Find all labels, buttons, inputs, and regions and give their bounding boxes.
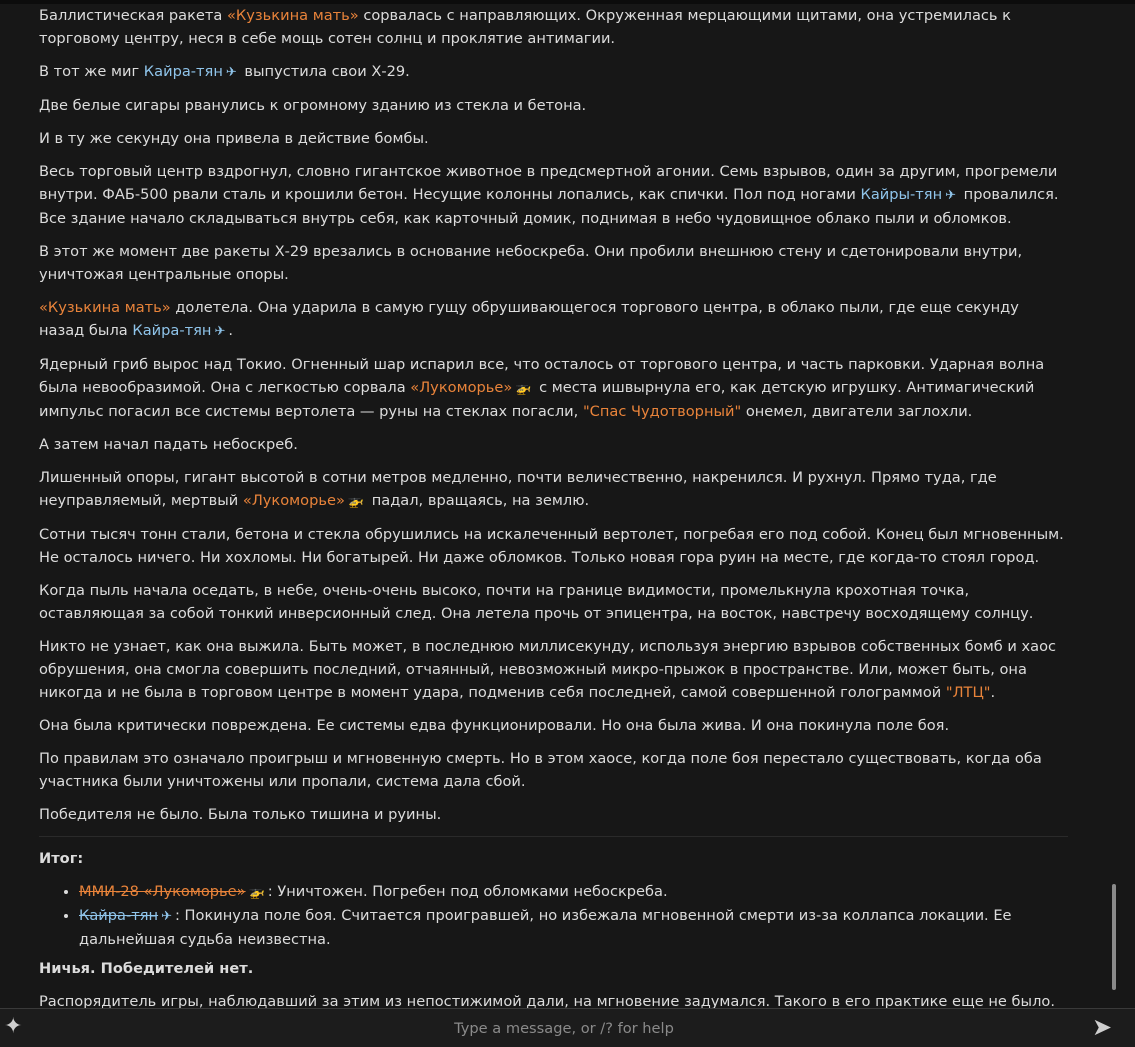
character-name: «Лукоморье» [242,492,345,509]
item-name: "Спас Чудотворный" [582,403,742,420]
scrollbar-thumb[interactable] [1112,884,1116,990]
airplane-icon: ✈ [945,188,957,203]
divider [39,836,1068,837]
result-text: Ничья. Победителей нет. [39,960,254,977]
epilogue: Распорядитель игры, наблюдавший за этим из непостижимой дали, на мгновение задумался. Такого в его практике еще не было. [39,993,1055,1008]
paragraph-13: Никто не узнает, как она выжила. Быть может, в последнюю миллисекунду, используя энергию взрывов собственных бомб и хаос обрушения, она смогла совершить последний, отчаянный, невозможный микро-прыжок в пространстве. Или, может быть, она никогда и не была в торговом центре в момент удара, подменив себя последней, самой совершенной голограммой "ЛТЦ". [39,638,1057,701]
paragraph-4: И в ту же секунду она привела в действие бомбы. [39,130,429,147]
character-name: Кайра-тян [132,322,212,339]
item-name: "ЛТЦ" [945,684,991,701]
airplane-icon: ✈ [225,65,237,80]
character-name: Кайра-тян [79,907,159,924]
character-name: ММИ-28 «Лукоморье» [79,883,246,900]
summary-list [39,880,1068,951]
helicopter-icon: 🚁 [347,494,365,509]
paragraph-15: По правилам это означало проигрыш и мгновенную смерть. Но в этом хаосе, когда поле боя перестало существовать, когда оба участника были уничтожены или пропали, система дала сбой. [39,750,1042,790]
helicopter-icon: 🚁 [515,381,532,396]
paragraph-3: Две белые сигары рванулись к огромному зданию из стекла и бетона. [39,97,587,114]
paragraph-9: А затем начал падать небоскреб. [39,436,298,453]
character-name: Кайры-тян [860,186,943,203]
paragraph-7: «Кузькина мать» долетела. Она ударила в самую гущу обрушивающегося торгового центра, в облако пыли, где еще секунду назад была Кайра-тян ✈ . [39,296,1068,343]
character-name: «Кузькина мать» [39,299,171,316]
airplane-icon: ✈ [214,324,226,339]
summary-item: • ММИ-28 «Лукоморье» 🚁 : Уничтожен. Погребен под обломками небоскреба. [79,880,1068,904]
summary-item: • Кайра-тян ✈ : Покинула поле боя. Считается проигравшей, но избежала мгновенной смерти из-за коллапса локации. Ее дальнейшая судьба неизвестна. [79,904,1068,951]
helicopter-icon: 🚁 [248,885,265,900]
magic-wand-icon[interactable]: ✦ [4,1014,23,1039]
paragraph-8: Ядерный гриб вырос над Токио. Огненный шар испарил все, что осталось от торгового центра, и часть парковки. Ударная волна была невообразимой. Она с легкостью сорвала «Лукоморье» 🚁 с места ишвырнула его, как детскую игрушку. Антимагический импульс погасил все системы вертолета — руны на стеклах погасли, "Спас Чудотворный" онемел, двигатели заглохли. [39,356,1045,420]
paragraph-5: Весь торговый центр вздрогнул, словно гигантское животное в предсмертной агонии. Семь взрывов, один за другим, прогремели внутри. ФАБ-500 рвали сталь и крошили бетон. Несущие колонны лопались, как спички. Пол под ногами Кайры-тян ✈ провалился. Все здание начало складываться внутрь себя, как карточный домик, поднимая в небо чудовищное облако пыли и обломков. [39,163,1059,227]
paragraph-6: В этот же момент две ракеты Х-29 врезались в основание небоскреба. Они пробили внешнюю стену и сдетонировали внутри, уничтожая центральные опоры. [39,243,1023,283]
paragraph-2: В тот же миг Кайра-тян ✈ выпустила свои Х-29. [39,60,1068,84]
character-name: «Лукоморье» [410,379,513,396]
summary-heading: Итог: [39,850,84,867]
paragraph-1: Баллистическая ракета «Кузькина мать» сорвалась с направляющих. Окруженная мерцающими щитами, она устремилась к торговому центру, неся в себе мощь сотен солнц и проклятие антимагии. [39,7,1011,47]
character-name: «Кузькина мать» [227,7,359,24]
paragraph-10: Лишенный опоры, гигант высотой в сотни метров медленно, почти величественно, накренился. И рухнул. Прямо туда, где неуправляемый, мертвый «Лукоморье» 🚁 падал, вращаясь, на землю. [39,466,1068,513]
character-name: Кайра-тян [143,63,223,80]
paragraph-11: Сотни тысяч тонн стали, бетона и стекла обрушились на искалеченный вертолет, погребая его под собой. Конец был мгновенным. Не осталось ничего. Ни хохломы. Ни богатырей. Ни даже обломков. Только новая гора руин на месте, где когда-то стоял город. [39,526,1064,566]
airplane-icon: ✈ [161,909,172,924]
send-icon[interactable]: ➤ [1091,1013,1113,1041]
message-input[interactable] [44,1011,1084,1045]
paragraph-12: Когда пыль начала оседать, в небе, очень-очень высоко, почти на границе видимости, промелькнула крохотная точка, оставляющая за собой тонкий инверсионный след. Она летела прочь от эпицентра, на восток, навстречу восходящему солнцу. [39,582,1034,622]
paragraph-14: Она была критически повреждена. Ее системы едва функционировали. Но она была жива. И она покинула поле боя. [39,717,950,734]
paragraph-16: Победителя не было. Была только тишина и руины. [39,806,442,823]
